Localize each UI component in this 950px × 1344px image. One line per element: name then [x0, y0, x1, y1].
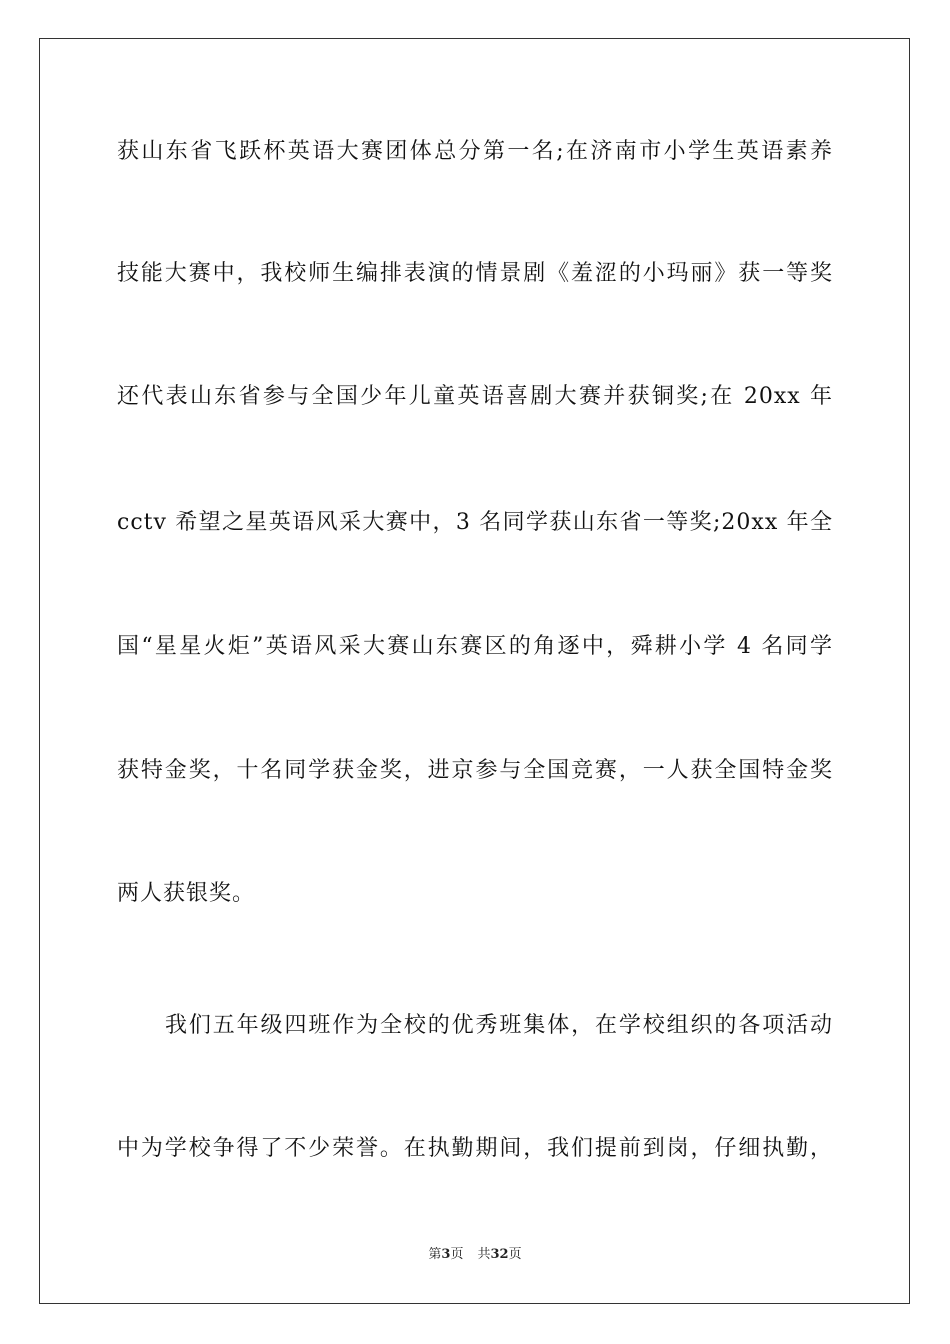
text-line-9: 中为学校争得了不少荣誉。在执勤期间，我们提前到岗，仔细执勤， — [117, 1136, 833, 1161]
text-line-2: 技能大赛中，我校师生编排表演的情景剧《羞涩的小玛丽》获一等奖 — [117, 261, 833, 286]
text-line-5: 国“星星火炬”英语风采大赛山东赛区的角逐中，舜耕小学 4 名同学 — [117, 634, 833, 659]
page-footer — [0, 1246, 950, 1264]
footer-total-number: 32 — [490, 1247, 509, 1262]
page-border — [39, 38, 910, 1304]
text-line-6: 获特金奖，十名同学获金奖，进京参与全国竞赛，一人获全国特金奖 — [117, 758, 833, 783]
text-line-7: 两人获银奖。 — [117, 881, 256, 906]
text-line-1: 获山东省飞跃杯英语大赛团体总分第一名;在济南市小学生英语素养 — [117, 139, 833, 164]
paragraph-start-line: 我们五年级四班作为全校的优秀班集体，在学校组织的各项活动 — [165, 1013, 833, 1038]
footer-total-suffix: 页 — [508, 1247, 522, 1262]
footer-page-suffix: 页 — [450, 1247, 464, 1262]
text-line-3: 还代表山东省参与全国少年儿童英语喜剧大赛并获铜奖;在 20xx 年 — [117, 384, 833, 409]
footer-total-prefix: 共 — [477, 1247, 491, 1262]
footer-page-prefix: 第 — [428, 1247, 442, 1262]
footer-page-number: 3 — [441, 1247, 451, 1262]
text-line-4: cctv 希望之星英语风采大赛中，3 名同学获山东省一等奖;20xx 年全 — [117, 510, 833, 535]
